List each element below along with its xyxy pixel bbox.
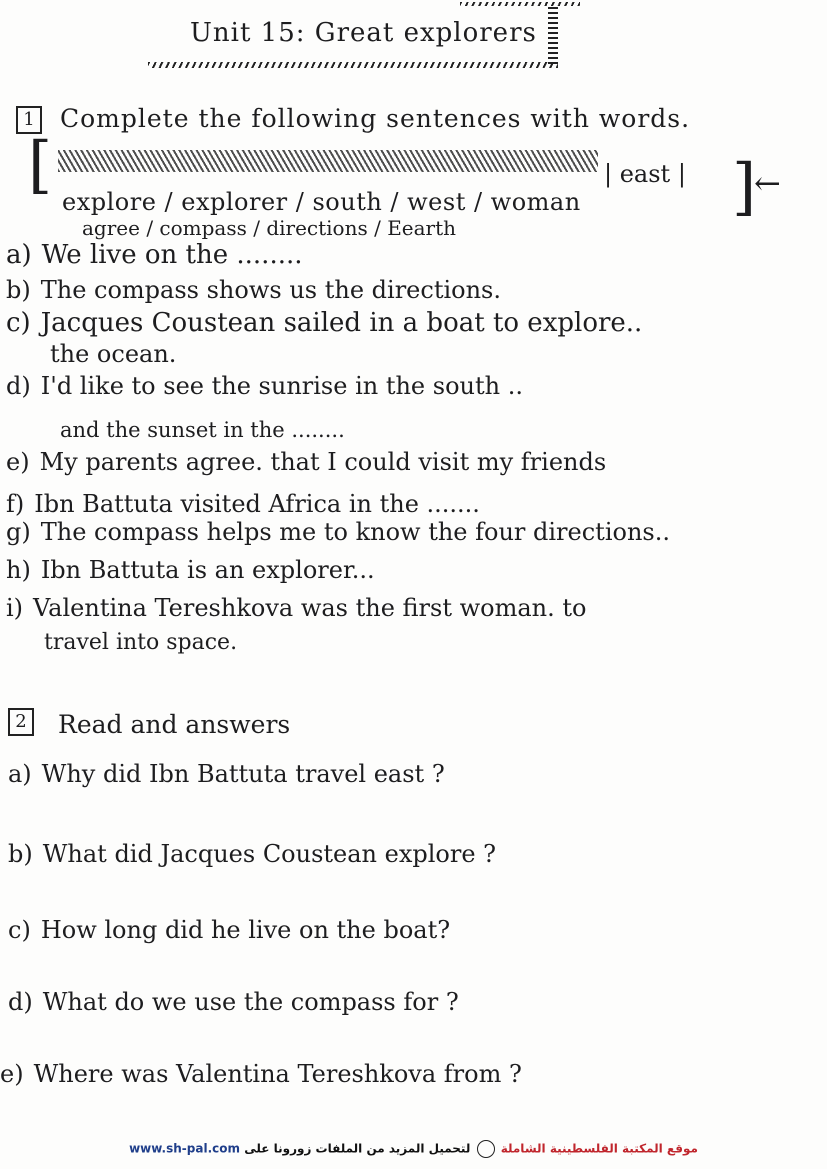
word-bank-open-bracket: [: [28, 128, 53, 201]
question-text: How long did he live on the boat?: [40, 916, 451, 944]
word-bank-line1-tail: | east |: [604, 160, 686, 188]
question-label: a): [8, 760, 32, 788]
sentence-line: [50, 342, 176, 366]
sentence-text: the ocean.: [50, 340, 177, 368]
sentence-text: and the sunset in the ........: [60, 418, 345, 442]
title-hatch-top: [460, 2, 580, 6]
word-bank-line2: explore / explorer / south / west / woman: [62, 188, 581, 216]
title-hatch-right: [548, 4, 558, 64]
question-line: [0, 1062, 522, 1086]
exercise-1-instruction: Complete the following sentences with words.: [60, 104, 691, 133]
sentence-label: d): [6, 372, 31, 400]
sentence-line: [6, 558, 375, 582]
sentence-text: travel into space.: [44, 630, 238, 655]
sentence-label: i): [6, 594, 24, 622]
exercise-1-number: 1: [16, 106, 42, 134]
question-text: Why did Ibn Battuta travel east ?: [41, 760, 445, 788]
sentence-text: Valentina Tereshkova was the first woman. to: [33, 594, 587, 622]
sentence-line: [6, 520, 670, 544]
sentence-line: [6, 242, 303, 268]
sentence-text: The compass shows us the directions.: [40, 276, 501, 304]
sentence-line: [6, 374, 523, 398]
sentence-text: Jacques Coustean sailed in a boat to explore..: [40, 308, 643, 338]
sentence-line: [44, 632, 237, 654]
word-bank-close-bracket: ]: [732, 150, 757, 223]
question-text: Where was Valentina Tereshkova from ?: [33, 1060, 522, 1088]
sentence-line: [6, 596, 587, 620]
footer: [0, 1140, 827, 1158]
footer-download-text: لتحميل المزيد من الملفات زورونا على: [244, 1141, 471, 1156]
sentence-text: Ibn Battuta is an explorer...: [40, 556, 375, 584]
sentence-text: I'd like to see the sunrise in the south ..: [40, 372, 523, 400]
question-text: What did Jacques Coustean explore ?: [42, 840, 497, 868]
sentence-text: My parents agree. that I could visit my friends: [39, 448, 607, 476]
footer-url[interactable]: www.sh-pal.com: [129, 1141, 240, 1156]
exercise-2-instruction: Read and answers: [58, 710, 291, 739]
question-text: What do we use the compass for ?: [42, 988, 459, 1016]
arrow-left-icon: ←: [754, 164, 781, 202]
sentence-line: [6, 310, 642, 336]
sentence-text: We live on the ........: [41, 240, 303, 270]
sentence-label: g): [6, 518, 31, 546]
sentence-line: [60, 420, 345, 441]
question-label: b): [8, 840, 33, 868]
sentence-label: a): [6, 240, 32, 270]
sentence-label: e): [6, 448, 30, 476]
sentence-line: [6, 450, 606, 474]
word-bank-line3: agree / compass / directions / Eearth: [82, 216, 457, 240]
question-line: [8, 762, 445, 786]
question-line: [8, 918, 450, 942]
sentence-label: b): [6, 276, 31, 304]
sentence-line: [6, 278, 501, 302]
question-line: [8, 990, 459, 1014]
question-label: e): [0, 1060, 24, 1088]
question-label: d): [8, 988, 33, 1016]
question-line: [8, 842, 496, 866]
sentence-text: Ibn Battuta visited Africa in the .......: [34, 490, 480, 518]
sentence-label: h): [6, 556, 31, 584]
title-hatch-bottom: [148, 62, 558, 68]
sentence-label: f): [6, 490, 25, 518]
sentence-line: [6, 492, 480, 516]
footer-site-name: موقع المكتبة الفلسطينية الشاملة: [500, 1141, 698, 1156]
page-title: Unit 15: Great explorers: [190, 18, 537, 48]
logo-icon: [477, 1140, 495, 1158]
exercise-2-number: 2: [8, 708, 34, 736]
sentence-text: The compass helps me to know the four directions..: [40, 518, 670, 546]
title-frame: [160, 4, 580, 66]
sentence-label: c): [6, 308, 31, 338]
question-label: c): [8, 916, 31, 944]
